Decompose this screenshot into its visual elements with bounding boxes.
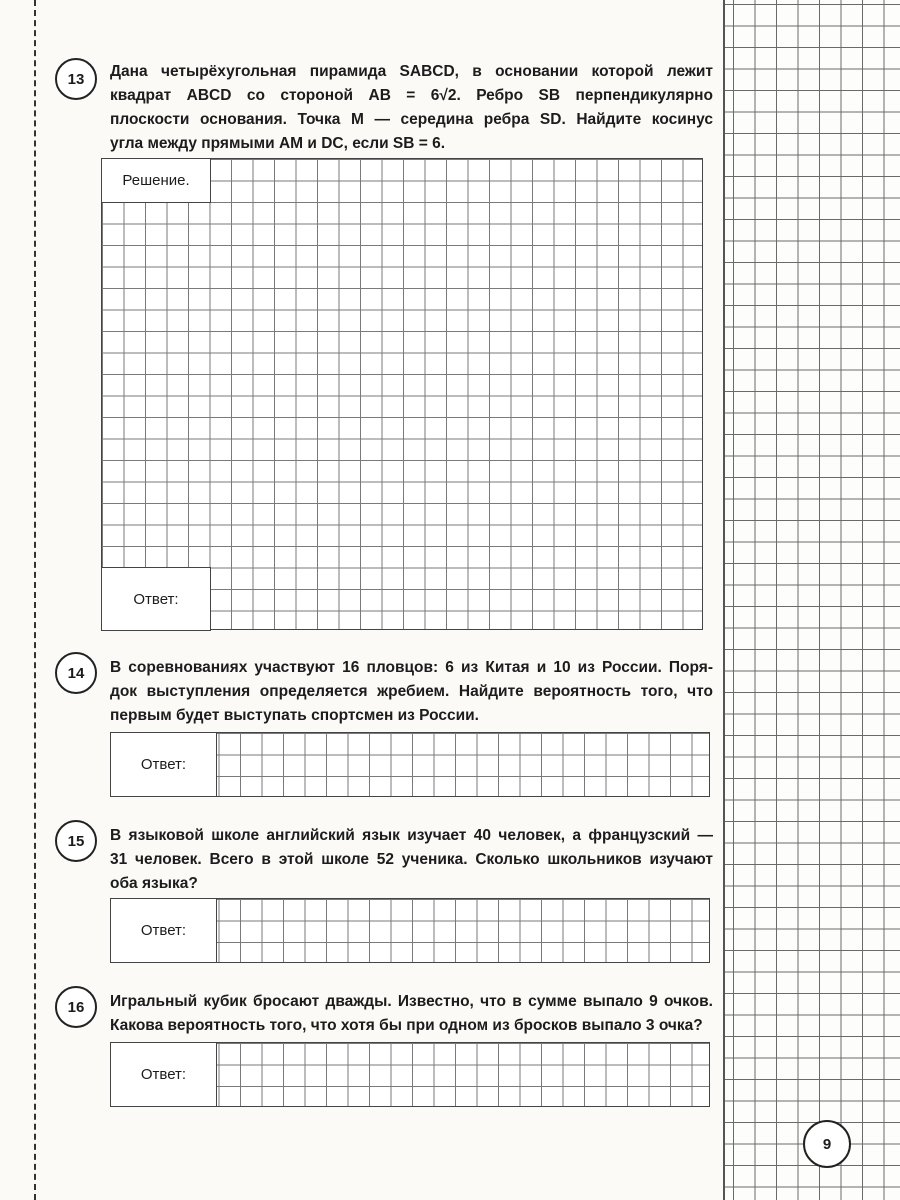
task-text (110, 60, 713, 156)
task-text (110, 656, 713, 728)
answer-label: Ответ: (101, 567, 211, 631)
page-number: 9 (803, 1120, 851, 1168)
task-text-line: 31 человек. Всего в этой школе 52 ученика. Сколько школьников изучают (110, 851, 713, 868)
task-text-line: В соревнованиях участвуют 16 пловцов: 6 из Китая и 10 из России. Поря- (110, 659, 713, 676)
task-text-line: квадрат ABCD со стороной AB = 6√2. Ребро SB перпендикулярно (110, 87, 713, 104)
answer-grid[interactable] (110, 732, 710, 797)
task-text-line: угла между прямыми AM и DC, если SB = 6. (110, 135, 446, 152)
task-text-line: Дана четырёхугольная пирамида SABCD, в основании которой лежит (110, 63, 713, 80)
solution-grid[interactable] (101, 158, 703, 630)
answer-grid[interactable] (110, 898, 710, 963)
task-13 (55, 58, 715, 638)
task-text-line: плоскости основания. Точка M — середина ребра SD. Найдите косинус (110, 111, 713, 128)
task-text-line: Игральный кубик бросают дважды. Известно, что в сумме выпало 9 очков. (110, 993, 713, 1010)
task-number: 16 (55, 986, 97, 1028)
task-text-line: Какова вероятность того, что хотя бы при одном из бросков выпало 3 очка? (110, 1017, 703, 1034)
task-text-line: В языковой школе английский язык изучает 40 человек, а французский — (110, 827, 713, 844)
margin-grid (723, 0, 900, 1200)
task-text-line: оба языка? (110, 875, 198, 892)
task-number: 15 (55, 820, 97, 862)
answer-label: Ответ: (110, 898, 217, 963)
answer-label: Ответ: (110, 732, 217, 797)
answer-grid[interactable] (110, 1042, 710, 1107)
solution-label: Решение. (101, 158, 211, 203)
task-14 (55, 652, 715, 802)
task-text (110, 990, 713, 1038)
answer-label: Ответ: (110, 1042, 217, 1107)
task-text-line: док выступления определяется жребием. Найдите вероятность того, что (110, 683, 713, 700)
task-text (110, 824, 713, 896)
task-text-line: первым будет выступать спортсмен из России. (110, 707, 479, 724)
task-number: 14 (55, 652, 97, 694)
task-number: 13 (55, 58, 97, 100)
task-16 (55, 986, 715, 1111)
cut-line (34, 0, 36, 1200)
task-15 (55, 820, 715, 970)
